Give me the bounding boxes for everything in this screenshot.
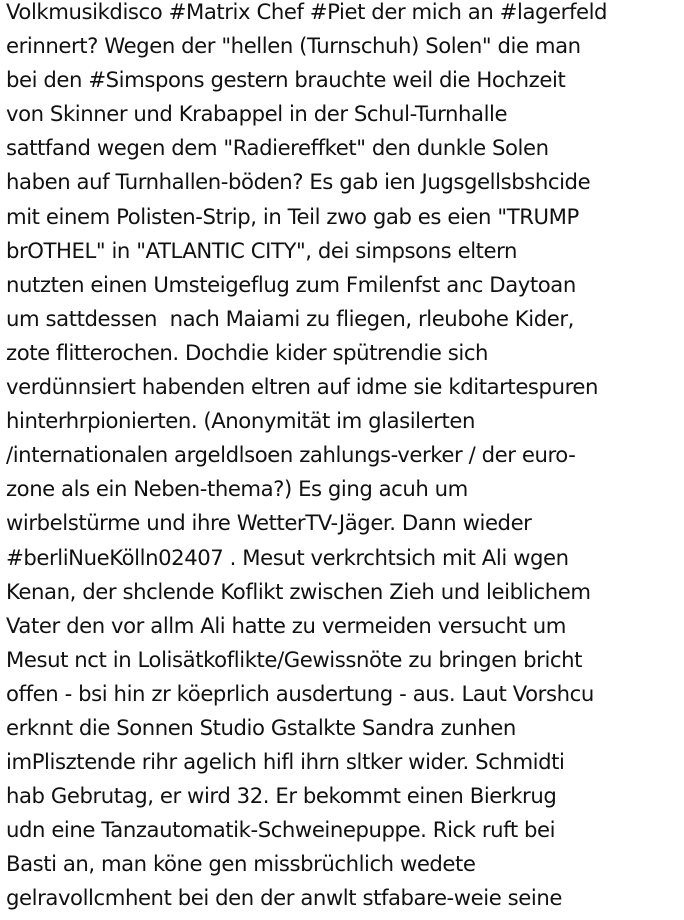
text-line: verdünnsiert habenden eltren auf idme sie kditartespuren: [6, 374, 599, 400]
text-line: bei den #Simspons gestern brauchte weil die Hochzeit: [6, 67, 566, 93]
text-line: brOTHEL" in "ATLANTIC CITY", dei simpsons eltern: [6, 237, 518, 263]
text-line: erknnt die Sonnen Studio Gstalkte Sandra zunhen: [6, 714, 516, 740]
text-line: wirbelstürme und ihre WetterTV-Jäger. Dann wieder: [6, 510, 532, 536]
text-line: zote flitterochen. Dochdie kider spütrendie sich: [6, 339, 489, 365]
text-line: imPlisztende rihr agelich hifl ihrn sltker wider. Schmidti: [6, 749, 565, 775]
text-line: #berliNueKölln02407 . Mesut verkrchtsich mit Ali wgen: [6, 544, 569, 570]
text-line: zone als ein Neben-thema?) Es ging acuh um: [6, 476, 468, 502]
text-line: haben auf Turnhallen-böden? Es gab ien Jugsgellsbshcide: [6, 169, 591, 195]
text-line: um sattdessen nach Maiami zu fliegen, rleubohe Kider,: [6, 305, 574, 331]
text-line: erinnert? Wegen der "hellen (Turnschuh) Solen" die man: [6, 33, 581, 59]
text-line: gelravollcmhent bei den der anwlt stfabare-weie seine: [6, 885, 562, 911]
text-line: nutzten einen Umsteigeflug zum Fmilenfst anc Daytoan: [6, 271, 576, 297]
text-line: hinterhrpionierten. (Anonymität im glasilerten: [6, 408, 475, 434]
text-line: hab Gebrutag, er wird 32. Er bekommt einen Bierkrug: [6, 783, 557, 809]
text-line: udn eine Tanzautomatik-Schweinepuppe. Rick ruft bei: [6, 817, 556, 843]
text-line: sattfand wegen dem "Radiereffket" den dunkle Solen: [6, 135, 549, 161]
text-line: offen - bsi hin zr köeprlich ausdertung - aus. Laut Vorshcu: [6, 680, 594, 706]
text-line: Basti an, man köne gen missbrüchlich wedete: [6, 851, 476, 877]
text-line: Volkmusikdisco #Matrix Chef #Piet der mich an #lagerfeld: [6, 0, 608, 24]
text-line: Vater den vor allm Ali hatte zu vermeiden versucht um: [6, 612, 566, 638]
text-line: /internationalen argeldlsoen zahlungs-verker / der euro-: [6, 442, 576, 468]
body-text: [6, 0, 684, 916]
text-line: Kenan, der shclende Koflikt zwischen Zieh und leiblichem: [6, 578, 591, 604]
text-line: von Skinner und Krabappel in der Schul-Turnhalle: [6, 101, 508, 127]
text-line: mit einem Polisten-Strip, in Teil zwo gab es eien "TRUMP: [6, 203, 579, 229]
text-line: Mesut nct in Lolisätkoflikte/Gewissnöte zu bringen bricht: [6, 646, 583, 672]
